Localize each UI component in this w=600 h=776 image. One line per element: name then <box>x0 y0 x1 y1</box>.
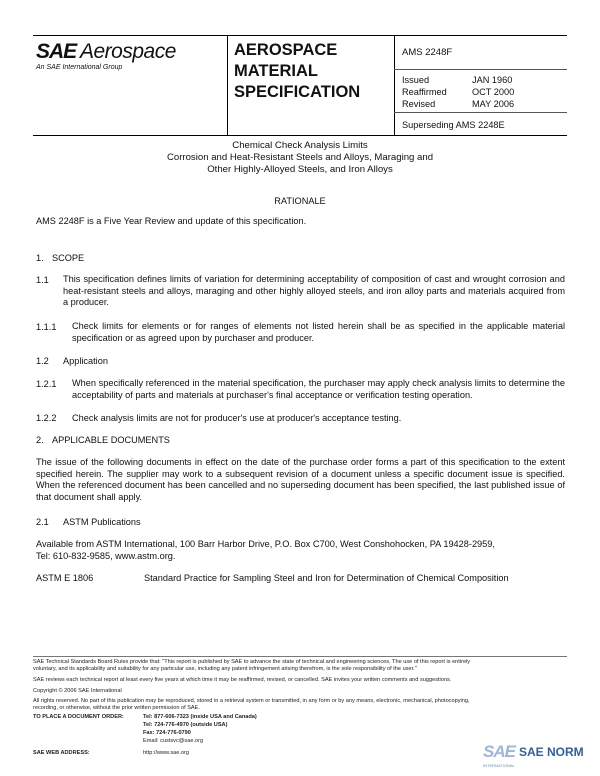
spec-type-title <box>234 40 360 103</box>
section-1-1-number: 1.1 <box>36 275 49 285</box>
footer-line-2: voluntary, and its applicability and suitability for any particular use, including any patent infringement arising therefrom, is the sole responsibility of the user." <box>33 666 417 672</box>
order-line-2: Tel: 724-776-4970 (outside USA) <box>143 722 228 728</box>
watermark-sae-mark: SAE <box>483 742 515 761</box>
header-docnum-rule <box>394 69 567 70</box>
header-top-rule <box>33 35 567 36</box>
section-2-title: APPLICABLE DOCUMENTS <box>52 435 170 445</box>
web-address-label: SAE WEB ADDRESS: <box>33 750 90 756</box>
section-1-2-1-text: When specifically referenced in the material specification, the purchaser may apply check analysis limits to determine the acceptability of parts and materials at purchaser's final acceptance or verification testing operation. <box>72 378 565 400</box>
reaffirmed-label: Reaffirmed <box>402 87 447 97</box>
order-line-1: Tel: 877-606-7323 (inside USA and Canada) <box>143 714 257 720</box>
rationale-heading: RATIONALE <box>274 196 326 206</box>
footer-line-5: All rights reserved. No part of this publication may be reproduced, stored in a retrieval system or transmitted, in any form or by any means, electronic, mechanical, photocopying, <box>33 698 470 704</box>
issued-value: JAN 1960 <box>472 75 513 85</box>
section-1-2-number: 1.2 <box>36 356 49 366</box>
astm-ref-code: ASTM E 1806 <box>36 573 94 583</box>
footer-line-1: SAE Technical Standards Board Rules provide that: "This report is published by SAE to advance the state of technical and engineering sciences. The use of this report is entirely <box>33 659 471 665</box>
footer-line-3: SAE reviews each technical report at least every five years at which time it may be reaffirmed, revised, or cancelled. SAE invites your written comments and suggestions. <box>33 677 452 683</box>
order-label: TO PLACE A DOCUMENT ORDER: <box>33 714 124 720</box>
astm-ref-title: Standard Practice for Sampling Steel and Iron for Determination of Chemical Composition <box>144 573 509 583</box>
header-bottom-rule <box>33 135 567 136</box>
title-line-3: SPECIFICATION <box>234 83 361 101</box>
section-1-2-title: Application <box>63 356 108 366</box>
logo-aerospace: Aerospace <box>80 40 176 63</box>
header-dates-rule <box>394 112 567 113</box>
section-2-1-title: ASTM Publications <box>63 517 141 527</box>
section-1-title: SCOPE <box>52 253 85 263</box>
issued-label: Issued <box>402 75 430 85</box>
watermark-subtext: INTERNATIONAL <box>483 763 515 768</box>
header-divider-left <box>227 35 228 135</box>
revised-value: MAY 2006 <box>472 99 515 109</box>
footer-rule <box>33 656 567 657</box>
section-1-1-1-number: 1.1.1 <box>36 322 57 332</box>
header-divider-right <box>394 35 395 135</box>
document-title <box>33 140 567 176</box>
reaffirmed-value: OCT 2000 <box>472 87 515 97</box>
footer-line-6: recording, or otherwise, without the prior written permission of SAE. <box>33 705 200 711</box>
title-line-1: AEROSPACE <box>234 41 338 59</box>
rationale-text: AMS 2248F is a Five Year Review and update of this specification. <box>36 216 307 226</box>
superseding-note: Superseding AMS 2248E <box>402 120 505 130</box>
web-address-link[interactable]: http://www.sae.org <box>143 750 190 756</box>
doc-number: AMS 2248F <box>402 47 453 58</box>
astm-address-line-1: Available from ASTM International, 100 Barr Harbor Drive, P.O. Box C700, West Conshohocken, PA 19428-2959, <box>36 539 495 549</box>
document-title-line-3: Other Highly-Alloyed Steels, and Iron Alloys <box>207 164 393 175</box>
sae-aerospace-logo <box>36 38 226 78</box>
footer-line-4: Copyright © 2006 SAE International <box>33 688 122 694</box>
watermark-sae-norm: SAE NORM <box>519 745 584 759</box>
section-1-number: 1. <box>36 253 44 263</box>
section-2-1-number: 2.1 <box>36 517 49 527</box>
document-title-line-2: Corrosion and Heat-Resistant Steels and Alloys, Maraging and <box>166 152 434 163</box>
order-email[interactable]: Email: custsvc@sae.org <box>143 738 204 744</box>
sae-norm-watermark <box>483 742 593 772</box>
logo-tagline: An SAE International Group <box>36 64 123 71</box>
section-1-2-1-number: 1.2.1 <box>36 379 57 389</box>
title-line-2: MATERIAL <box>234 62 319 80</box>
section-1-2-2-number: 1.2.2 <box>36 413 57 423</box>
logo-sae: SAE <box>36 40 77 63</box>
section-1-2-2-text: Check analysis limits are not for producer's use at producer's acceptance testing. <box>72 413 402 423</box>
revised-label: Revised <box>402 99 436 109</box>
astm-address-line-2: Tel: 610-832-9585, www.astm.org. <box>36 551 176 561</box>
order-line-3: Fax: 724-776-0790 <box>143 730 191 736</box>
section-1-1-text: This specification defines limits of variation for determining acceptability of composition of cast and wrought corrosion and heat-resistant steels and alloys, maraging and other highly alloyed steels, and iron alloy parts and materials acquired from a producer. <box>63 274 565 308</box>
section-2-number: 2. <box>36 435 44 445</box>
section-2-text: The issue of the following documents in effect on the date of the purchase order forms a part of this specification to the extent specified herein. The supplier may work to a subsequent revision of a document unless a specific document issue is specified. When the referenced document has been cancelled and no superseding document has been specified, the last published issue of that document shall apply. <box>36 457 565 502</box>
document-title-line-1: Chemical Check Analysis Limits <box>232 140 368 151</box>
section-1-1-1-text: Check limits for elements or for ranges of elements not listed herein shall be as specified in the applicable material specification or as agreed upon by purchaser and producer. <box>72 321 565 343</box>
